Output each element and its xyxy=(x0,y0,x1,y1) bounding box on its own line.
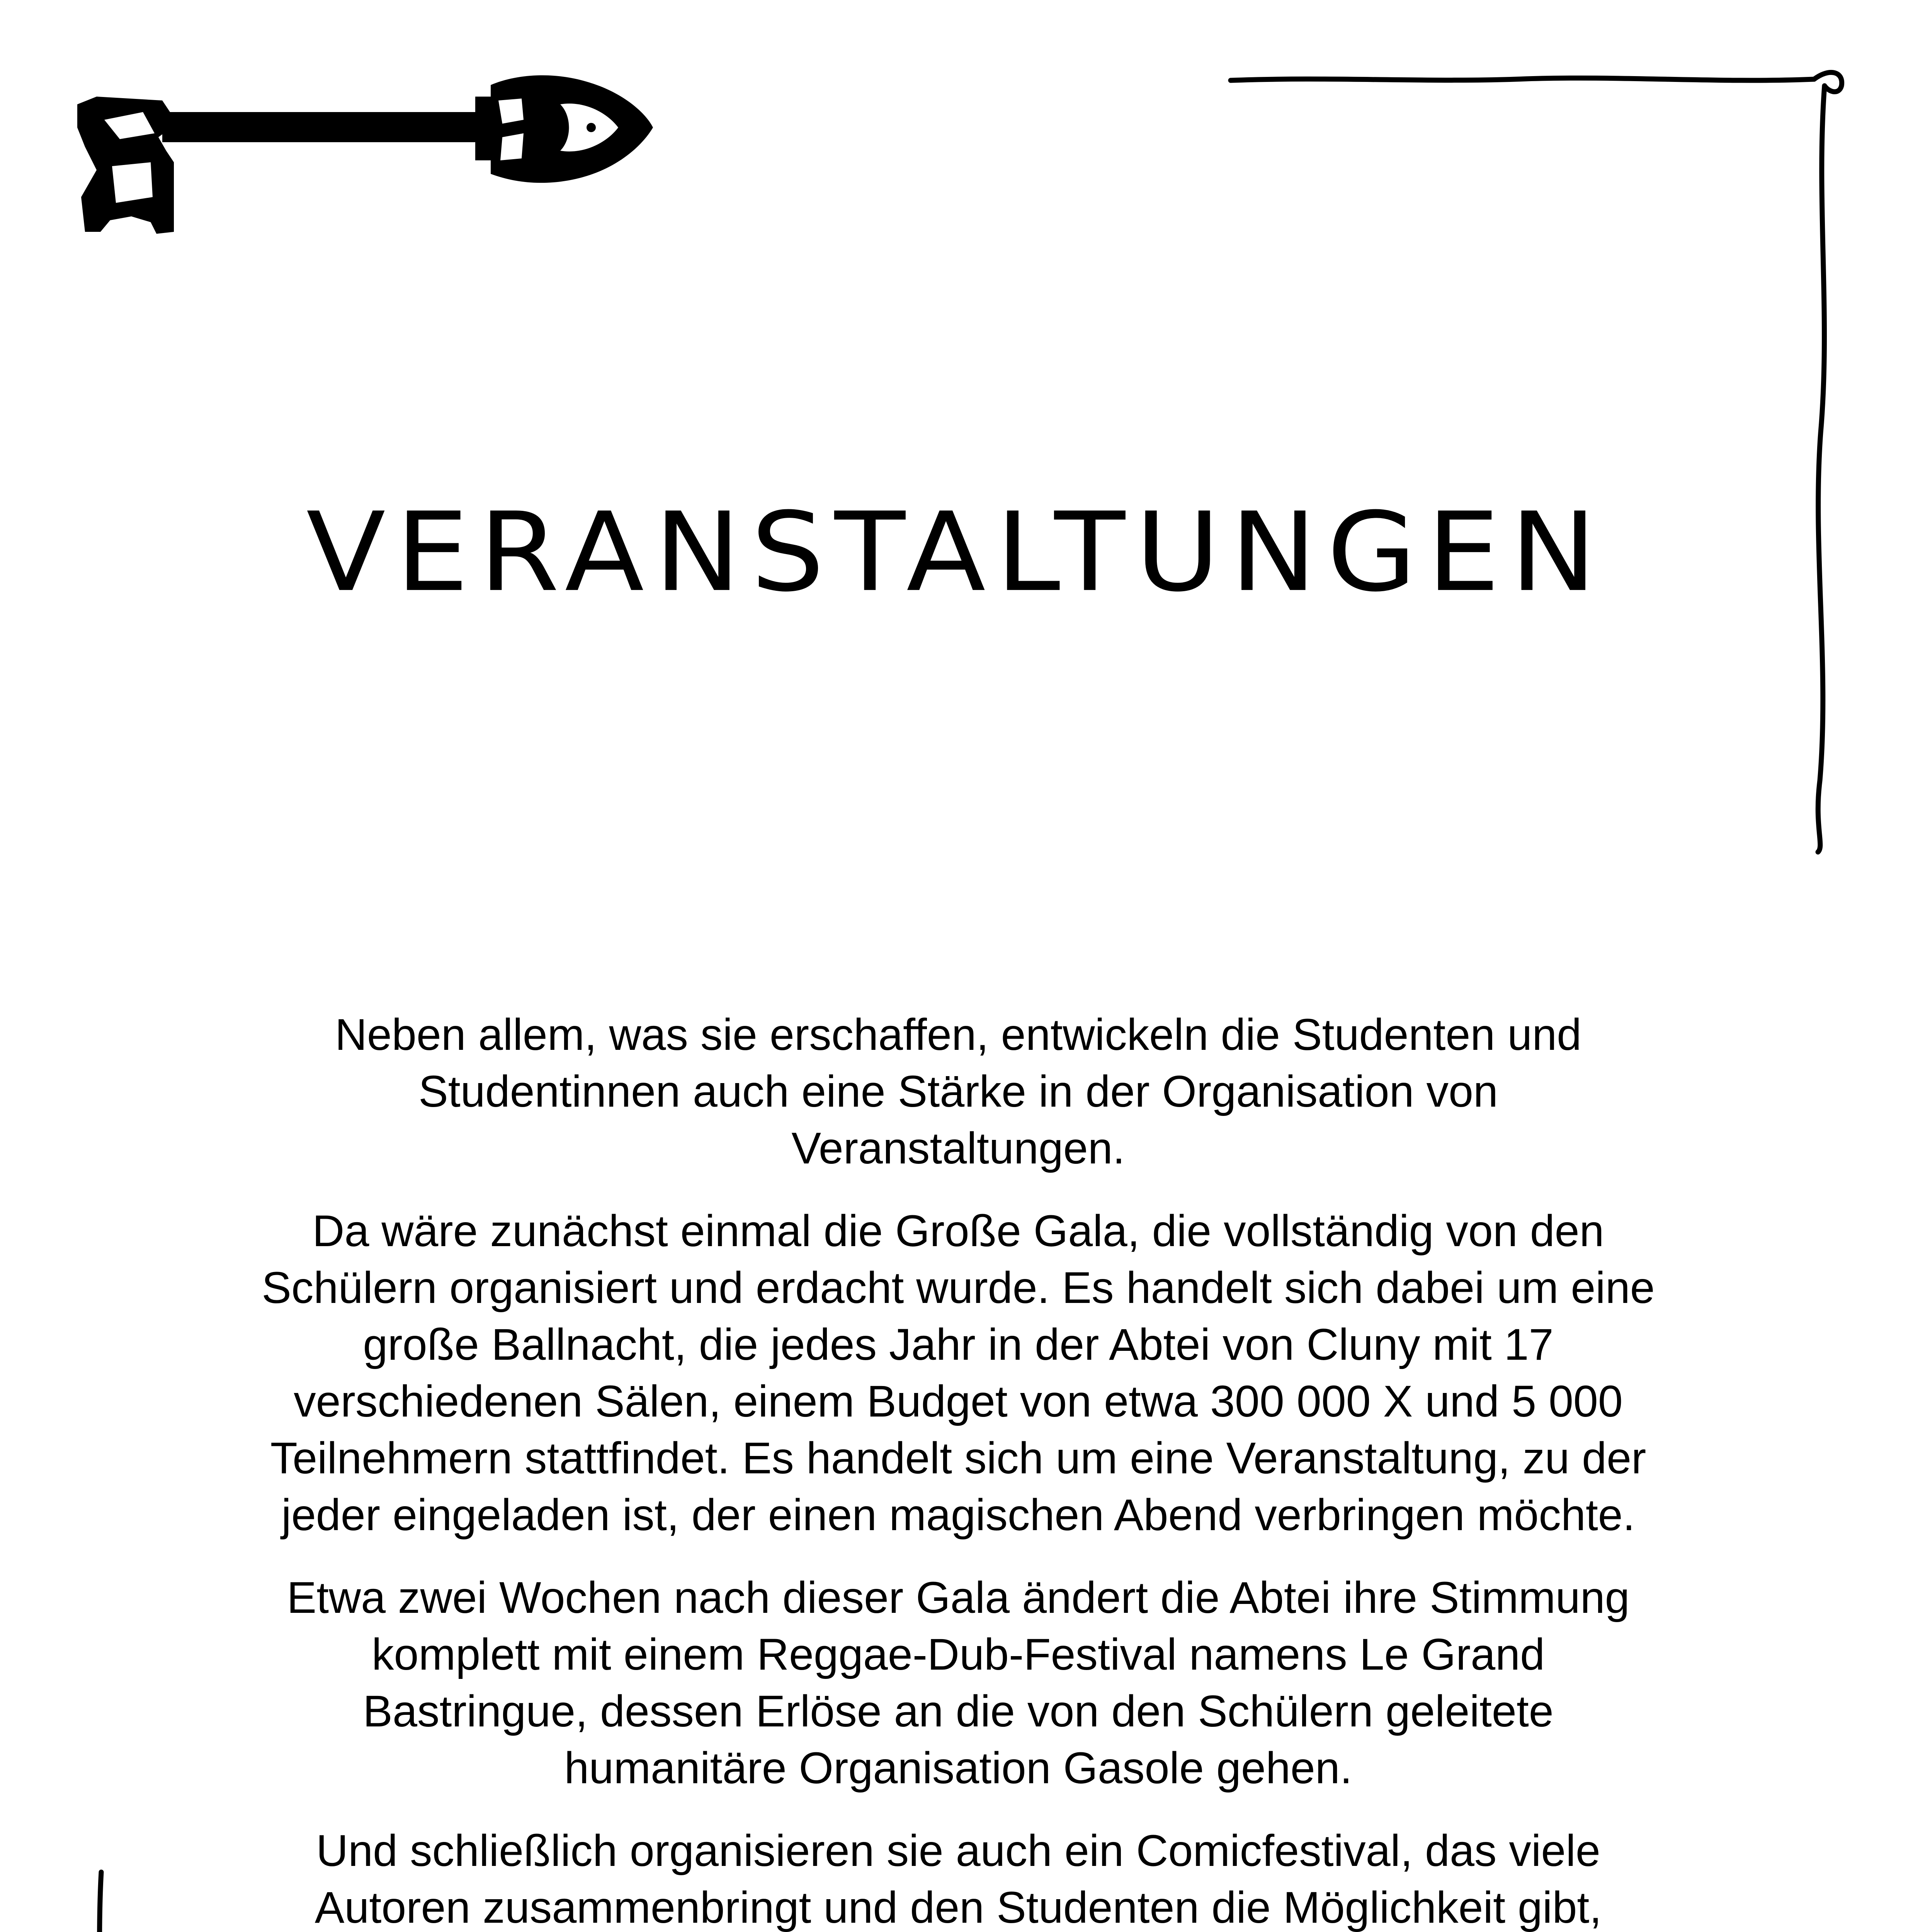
border-curl-top-right xyxy=(1814,72,1842,92)
page-title: VERANSTALTUNGEN xyxy=(306,489,1607,616)
border-line-left xyxy=(88,1872,103,1932)
paragraph: Etwa zwei Wochen nach dieser Gala ändert die Abtei ihre Stimmung komplett mit einem Reggae-Dub-Festival namens Le Grand Bastringue, dessen Erlöse an die von den Schülern geleitete humanitäre Organisation Gasole gehen. xyxy=(287,1573,1630,1793)
border-line-top xyxy=(1231,78,1814,80)
key-icon xyxy=(73,70,661,247)
paragraph: Und schließlich organisieren sie auch ein Comicfestival, das viele Autoren zusammenbringt und den Studenten die Möglichkeit gibt, xyxy=(315,1826,1602,1932)
paragraph: Neben allem, was sie erschaffen, entwickeln die Studenten und Studentinnen auch eine Stärke in der Organisation von Veranstaltungen. xyxy=(335,1010,1582,1173)
body-text xyxy=(255,1007,1661,1932)
paragraph: Da wäre zunächst einmal die Große Gala, die vollständig von den Schülern organisiert und erdacht wurde. Es handelt sich dabei um eine große Ballnacht, die jedes Jahr in der Abtei von Cluny mit 17 verschiedenen Sälen, einem Budget von etwa 300 000 X und 5 000 Teilnehmern stattfindet. Es handelt sich um eine Veranstaltung, zu der jeder eingeladen ist, der einen magischen Abend verbringen möchte. xyxy=(262,1206,1655,1540)
border-line-right xyxy=(1818,86,1825,852)
